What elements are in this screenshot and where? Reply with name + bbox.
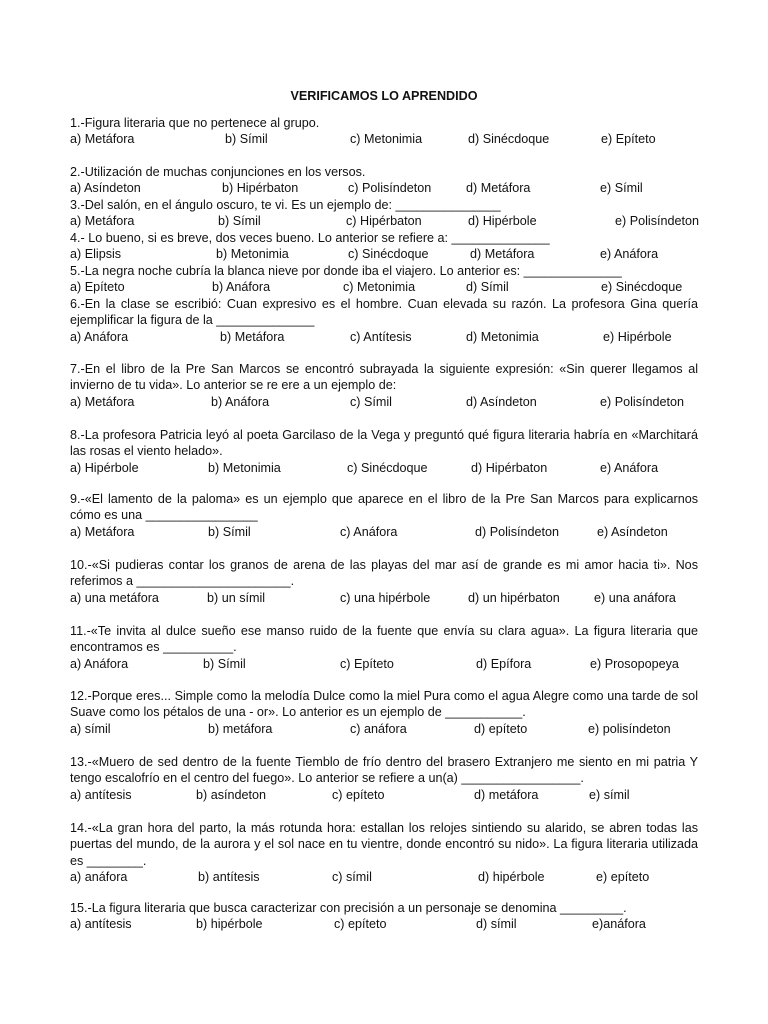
answer-option-c: c) una hipérbole (340, 590, 431, 605)
answer-option-c: c) símil (332, 870, 372, 885)
answer-option-e: e) Polisíndeton (615, 214, 700, 229)
answer-option-c: c) Anáfora (340, 524, 398, 539)
page-title: VERIFICAMOS LO APRENDIDO (290, 89, 478, 103)
answer-option-b: b) hipérbole (196, 917, 263, 932)
answer-option-e: e) Símil (600, 181, 643, 196)
answer-option-d: d) Sinécdoque (468, 132, 550, 147)
answer-option-a: a) Metáfora (70, 394, 135, 409)
answer-option-a: a) Anáfora (70, 656, 129, 671)
question-stem: 7.-En el libro de la Pre San Marcos se encontró subrayada la siguiente expresión: «Sin querer llegamos al invierno de tu vida». Lo anterior se re ere a un ejemplo de: (70, 362, 698, 393)
answer-option-e: e) Prosopopeya (590, 656, 679, 671)
question-stem: 4.- Lo bueno, si es breve, dos veces bueno. Lo anterior se refiere a: ______________ (70, 231, 550, 245)
question-stem: 3.-Del salón, en el ángulo oscuro, te vi. Es un ejemplo de: _______________ (70, 198, 501, 212)
answer-option-e: e) Asíndeton (597, 524, 668, 539)
answer-options (70, 131, 698, 147)
answer-option-b: b) Símil (203, 656, 246, 671)
answer-option-d: d) metáfora (474, 787, 539, 802)
answer-option-a: a) Epíteto (70, 280, 125, 295)
answer-option-a: a) antítesis (70, 787, 132, 802)
answer-options (70, 246, 698, 262)
question-14 (70, 820, 698, 886)
question-stem: 10.-«Si pudieras contar los granos de arena de las playas del mar así de grande es mi amor hacia ti». Nos referimos a ______________________. (70, 558, 698, 589)
answer-options (70, 656, 698, 672)
answer-option-d: d) Asíndeton (466, 394, 537, 409)
question-13 (70, 754, 698, 803)
answer-option-d: d) Epífora (476, 656, 532, 671)
answer-option-b: b) Anáfora (212, 280, 271, 295)
question-stem: 5.-La negra noche cubría la blanca nieve por donde iba el viajero. Lo anterior es: ______________ (70, 264, 622, 278)
question-stem: 11.-«Te invita al dulce sueño ese manso ruido de la fuente que envía su clara agua». La figura literaria que encontramos es __________. (70, 624, 698, 655)
answer-option-c: c) Sinécdoque (348, 247, 429, 262)
answer-options (70, 394, 698, 410)
answer-options (70, 916, 698, 932)
answer-option-c: c) Símil (350, 394, 392, 409)
answer-options (70, 279, 698, 295)
answer-option-d: d) Polisíndeton (475, 524, 560, 539)
answer-option-b: b) metáfora (208, 721, 273, 736)
answer-option-a: a) antítesis (70, 917, 132, 932)
answer-option-a: a) Asíndeton (70, 181, 141, 196)
answer-option-b: b) Metonimia (208, 460, 281, 475)
answer-options (70, 180, 698, 196)
answer-option-d: d) símil (476, 917, 517, 932)
answer-option-d: d) Metáfora (470, 247, 535, 262)
answer-options (70, 787, 698, 803)
answer-options (70, 721, 698, 737)
question-10 (70, 557, 698, 606)
question-stem: 12.-Porque eres... Simple como la melodía Dulce como la miel Pura como el agua Alegre como una tarde de sol Suave como los pétalos de una - or». Lo anterior es un ejemplo de ___________. (70, 689, 698, 720)
answer-option-b: b) Hipérbaton (222, 181, 299, 196)
answer-option-a: a) una metáfora (70, 590, 159, 605)
answer-options (70, 869, 698, 885)
answer-option-d: d) Metáfora (466, 181, 531, 196)
question-stem: 13.-«Muero de sed dentro de la fuente Tiemblo de frío dentro del brasero Extranjero me siento en mi patria Y tengo escalofrío en el centro del fuego». Lo anterior se refiere a un(a) _________________. (70, 755, 698, 786)
answer-option-b: b) Metáfora (220, 329, 285, 344)
question-3 (70, 197, 698, 230)
answer-option-a: a) anáfora (70, 870, 128, 885)
answer-option-e: e) una anáfora (594, 590, 676, 605)
answer-option-c: c) Metonimia (343, 280, 416, 295)
question-7 (70, 361, 698, 410)
question-stem: 2.-Utilización de muchas conjunciones en los versos. (70, 165, 366, 179)
answer-option-b: b) antítesis (198, 870, 260, 885)
answer-options (70, 590, 698, 606)
answer-option-a: a) Elipsis (70, 247, 122, 262)
answer-option-b: b) Anáfora (211, 394, 270, 409)
answer-options (70, 524, 698, 540)
question-2 (70, 164, 698, 197)
answer-option-e: e) Hipérbole (603, 329, 672, 344)
answer-option-e: e) Epíteto (601, 132, 656, 147)
question-1 (70, 115, 698, 148)
answer-option-c: c) epíteto (332, 787, 385, 802)
answer-options (70, 213, 698, 229)
answer-option-e: e) Anáfora (600, 247, 659, 262)
question-6 (70, 296, 698, 345)
answer-option-a: a) Metáfora (70, 132, 135, 147)
answer-option-b: b) Símil (208, 524, 251, 539)
answer-option-b: b) un símil (207, 590, 266, 605)
question-stem: 15.-La figura literaria que busca caracterizar con precisión a un personaje se denomina _________. (70, 901, 627, 915)
answer-option-c: c) Sinécdoque (347, 460, 428, 475)
answer-option-d: d) Hipérbole (468, 214, 537, 229)
answer-option-d: d) un hipérbaton (468, 590, 560, 605)
question-12 (70, 688, 698, 737)
answer-option-c: c) Polisíndeton (348, 181, 432, 196)
question-stem: 9.-«El lamento de la paloma» es un ejemplo que aparece en el libro de la Pre San Marcos para explicarnos cómo es una ________________ (70, 492, 698, 523)
answer-option-c: c) anáfora (350, 721, 407, 736)
answer-option-e: e) Sinécdoque (601, 280, 683, 295)
question-4 (70, 230, 698, 263)
question-11 (70, 623, 698, 672)
answer-option-d: d) hipérbole (478, 870, 545, 885)
question-stem: 1.-Figura literaria que no pertenece al grupo. (70, 116, 320, 130)
answer-option-e: e) polisíndeton (588, 721, 671, 736)
answer-option-d: d) epíteto (474, 721, 528, 736)
answer-option-e: e) Polisíndeton (600, 394, 685, 409)
answer-option-b: b) asíndeton (196, 787, 267, 802)
answer-option-e: e) símil (589, 787, 630, 802)
answer-options (70, 460, 698, 476)
question-stem: 8.-La profesora Patricia leyó al poeta Garcilaso de la Vega y preguntó qué figura literaria habría en «Marchitará las rosas el viento helado». (70, 428, 698, 459)
answer-option-a: a) Metáfora (70, 524, 135, 539)
answer-option-b: b) Símil (218, 214, 261, 229)
question-9 (70, 491, 698, 540)
question-5 (70, 263, 698, 296)
question-stem: 6.-En la clase se escribió: Cuan expresivo es el hombre. Cuan elevada su razón. La profesora Gina quería ejemplificar la figura de la ______________ (70, 297, 698, 328)
answer-option-a: a) Anáfora (70, 329, 129, 344)
answer-option-c: c) Antítesis (350, 329, 412, 344)
question-stem: 14.-«La gran hora del parto, la más rotunda hora: estallan los relojes sintiendo su alarido, se abren todas las puertas del mundo, de la aurora y el sol nace en tu vientre, donde encontró su nido». La figura literaria utilizada es ________. (70, 821, 698, 868)
answer-option-d: d) Hipérbaton (471, 460, 548, 475)
answer-option-a: a) Metáfora (70, 214, 135, 229)
answer-option-d: d) Metonimia (466, 329, 539, 344)
answer-option-a: a) símil (70, 721, 111, 736)
question-8 (70, 427, 698, 476)
answer-option-c: c) Metonimia (350, 132, 423, 147)
answer-option-a: a) Hipérbole (70, 460, 139, 475)
question-15 (70, 900, 698, 933)
answer-option-c: c) epíteto (334, 917, 387, 932)
answer-option-c: c) Hipérbaton (346, 214, 422, 229)
answer-option-e: e) epíteto (596, 870, 650, 885)
answer-options (70, 329, 698, 345)
answer-option-e: e)anáfora (592, 917, 646, 932)
answer-option-d: d) Símil (466, 280, 509, 295)
answer-option-b: b) Símil (225, 132, 268, 147)
answer-option-b: b) Metonimia (216, 247, 289, 262)
answer-option-c: c) Epíteto (340, 656, 394, 671)
answer-option-e: e) Anáfora (600, 460, 659, 475)
